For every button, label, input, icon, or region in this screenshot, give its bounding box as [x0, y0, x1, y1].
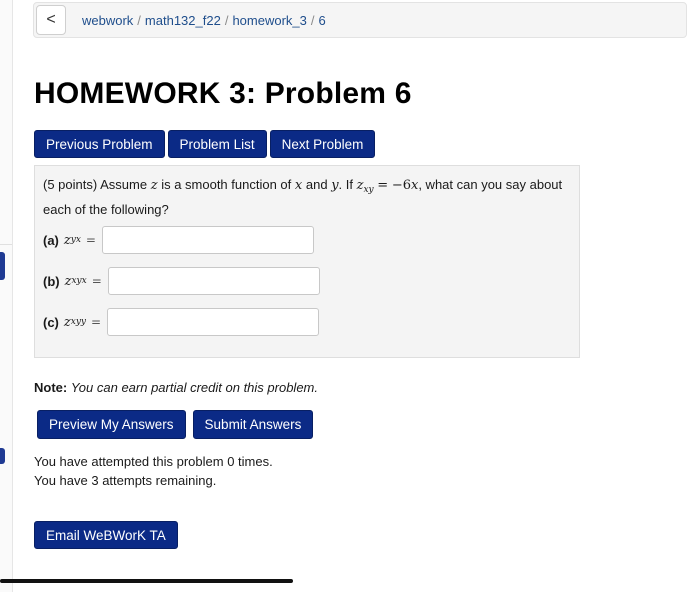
attempts-info: [34, 452, 273, 490]
problem-statement: [43, 175, 573, 219]
given-subscript: xy: [363, 185, 374, 195]
problem-list-button[interactable]: Problem List: [168, 130, 267, 158]
part-b: [43, 267, 320, 295]
part-c: [43, 308, 319, 336]
breadcrumb-separator: /: [310, 13, 315, 28]
part-a-subscript: yx: [70, 235, 81, 245]
page-title: HOMEWORK 3: Problem 6: [34, 77, 412, 110]
partial-credit-note: [34, 380, 318, 395]
back-button[interactable]: [36, 5, 66, 35]
problem-text-assume: Assume: [100, 177, 148, 192]
sidebar-toggle-tab[interactable]: [0, 252, 5, 280]
breadcrumb-link-webwork[interactable]: webwork: [82, 13, 134, 28]
breadcrumb-link-homework[interactable]: homework_3: [232, 13, 307, 28]
note-label: Note:: [34, 380, 68, 395]
part-b-subscript: xyx: [71, 276, 87, 286]
submit-answers-button[interactable]: Submit Answers: [193, 410, 314, 439]
part-b-label: (b): [43, 273, 60, 289]
sidebar-divider: [0, 244, 12, 245]
given-equals: =: [377, 178, 389, 193]
part-a-equals: =: [85, 233, 96, 247]
attempts-remaining: You have 3 attempts remaining.: [34, 473, 217, 488]
part-c-subscript: xyy: [70, 317, 86, 327]
var-z: z: [150, 178, 158, 193]
next-problem-button[interactable]: Next Problem: [270, 130, 376, 158]
part-c-equals: =: [91, 315, 102, 329]
answer-actions: [37, 410, 313, 439]
answer-input-b[interactable]: [108, 267, 320, 295]
problem-text-if: . If: [338, 177, 353, 192]
sidebar-marker: [0, 448, 5, 464]
problem-navigation: [34, 130, 375, 158]
home-indicator-bar: [0, 579, 293, 583]
note-text: You can earn partial credit on this problem.: [70, 380, 318, 395]
breadcrumb-link-course[interactable]: math132_f22: [144, 13, 221, 28]
email-ta-button[interactable]: Email WeBWorK TA: [34, 521, 178, 549]
preview-answers-button[interactable]: Preview My Answers: [37, 410, 186, 439]
part-c-label: (c): [43, 314, 59, 330]
answer-input-c[interactable]: [107, 308, 319, 336]
problem-text-function: is a smooth function of: [161, 177, 292, 192]
given-lhs: z: [356, 178, 364, 193]
var-x: x: [294, 178, 303, 193]
problem-text-and: and: [305, 177, 328, 192]
part-a-var: z: [63, 232, 71, 248]
part-a: [43, 226, 314, 254]
breadcrumb-current: 6: [318, 13, 326, 28]
answer-input-a[interactable]: [102, 226, 314, 254]
breadcrumb-separator: /: [224, 13, 229, 28]
previous-problem-button[interactable]: Previous Problem: [34, 130, 165, 158]
part-b-equals: =: [91, 274, 102, 288]
var-y: y: [331, 178, 339, 193]
breadcrumb-separator: /: [137, 13, 141, 28]
breadcrumb: [82, 13, 326, 28]
part-c-var: z: [63, 314, 71, 330]
attempts-count: You have attempted this problem 0 times.: [34, 454, 273, 469]
chevron-left-icon: <: [46, 11, 56, 28]
breadcrumb-bar: [33, 2, 687, 38]
problem-text-question: , what can you say about each of the following?: [43, 177, 563, 217]
part-b-var: z: [64, 273, 72, 289]
problem-points: (5 points): [43, 177, 98, 192]
given-rhs: −6: [391, 178, 411, 193]
left-sidebar-edge: [0, 0, 13, 592]
part-a-label: (a): [43, 232, 59, 248]
problem-panel: [34, 165, 580, 358]
given-rhs-var: x: [410, 178, 419, 193]
